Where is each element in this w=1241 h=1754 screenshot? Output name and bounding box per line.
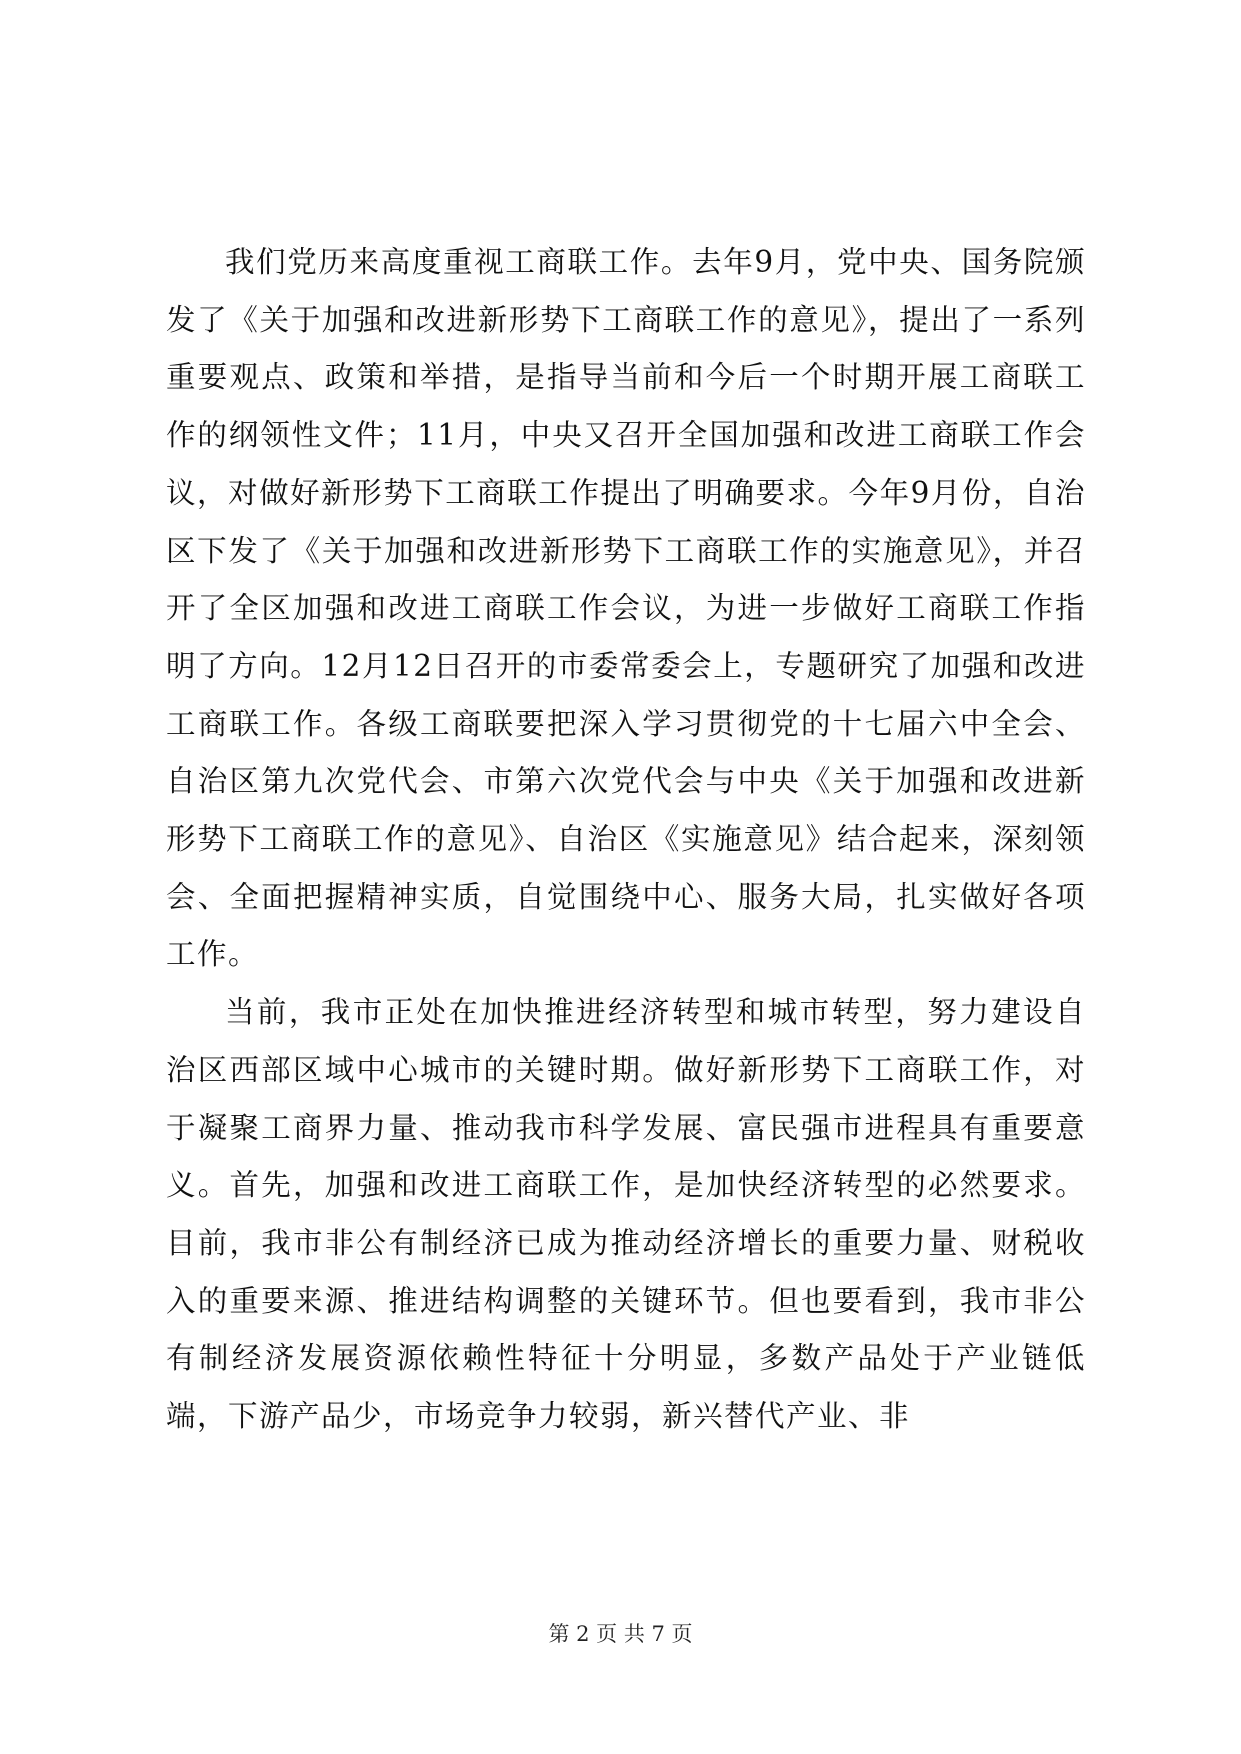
document-body: [166, 234, 1086, 1446]
paragraph-1: 我们党历来高度重视工商联工作。去年9月，党中央、国务院颁发了《关于加强和改进新形势下工商联工作的意见》，提出了一系列重要观点、政策和举措，是指导当前和今后一个时期开展工商联工作的纲领性文件；11月，中央又召开全国加强和改进工商联工作会议，对做好新形势下工商联工作提出了明确要求。今年9月份，自治区下发了《关于加强和改进新形势下工商联工作的实施意见》，并召开了全区加强和改进工商联工作会议，为进一步做好工商联工作指明了方向。12月12日召开的市委常委会上，专题研究了加强和改进工商联工作。各级工商联要把深入学习贯彻党的十七届六中全会、自治区第九次党代会、市第六次党代会与中央《关于加强和改进新形势下工商联工作的意见》、自治区《实施意见》结合起来，深刻领会、全面把握精神实质，自觉围绕中心、服务大局，扎实做好各项工作。: [166, 245, 1086, 972]
paragraph-2: 当前，我市正处在加快推进经济转型和城市转型，努力建设自治区西部区域中心城市的关键时期。做好新形势下工商联工作，对于凝聚工商界力量、推动我市科学发展、富民强市进程具有重要意义。首先，加强和改进工商联工作，是加快经济转型的必然要求。目前，我市非公有制经济已成为推动经济增长的重要力量、财税收入的重要来源、推进结构调整的关键环节。但也要看到，我市非公有制经济发展资源依赖性特征十分明显，多数产品处于产业链低端，下游产品少，市场竞争力较弱，新兴替代产业、非: [166, 995, 1086, 1434]
page-footer: 第 2 页 共 7 页: [548, 1622, 693, 1646]
